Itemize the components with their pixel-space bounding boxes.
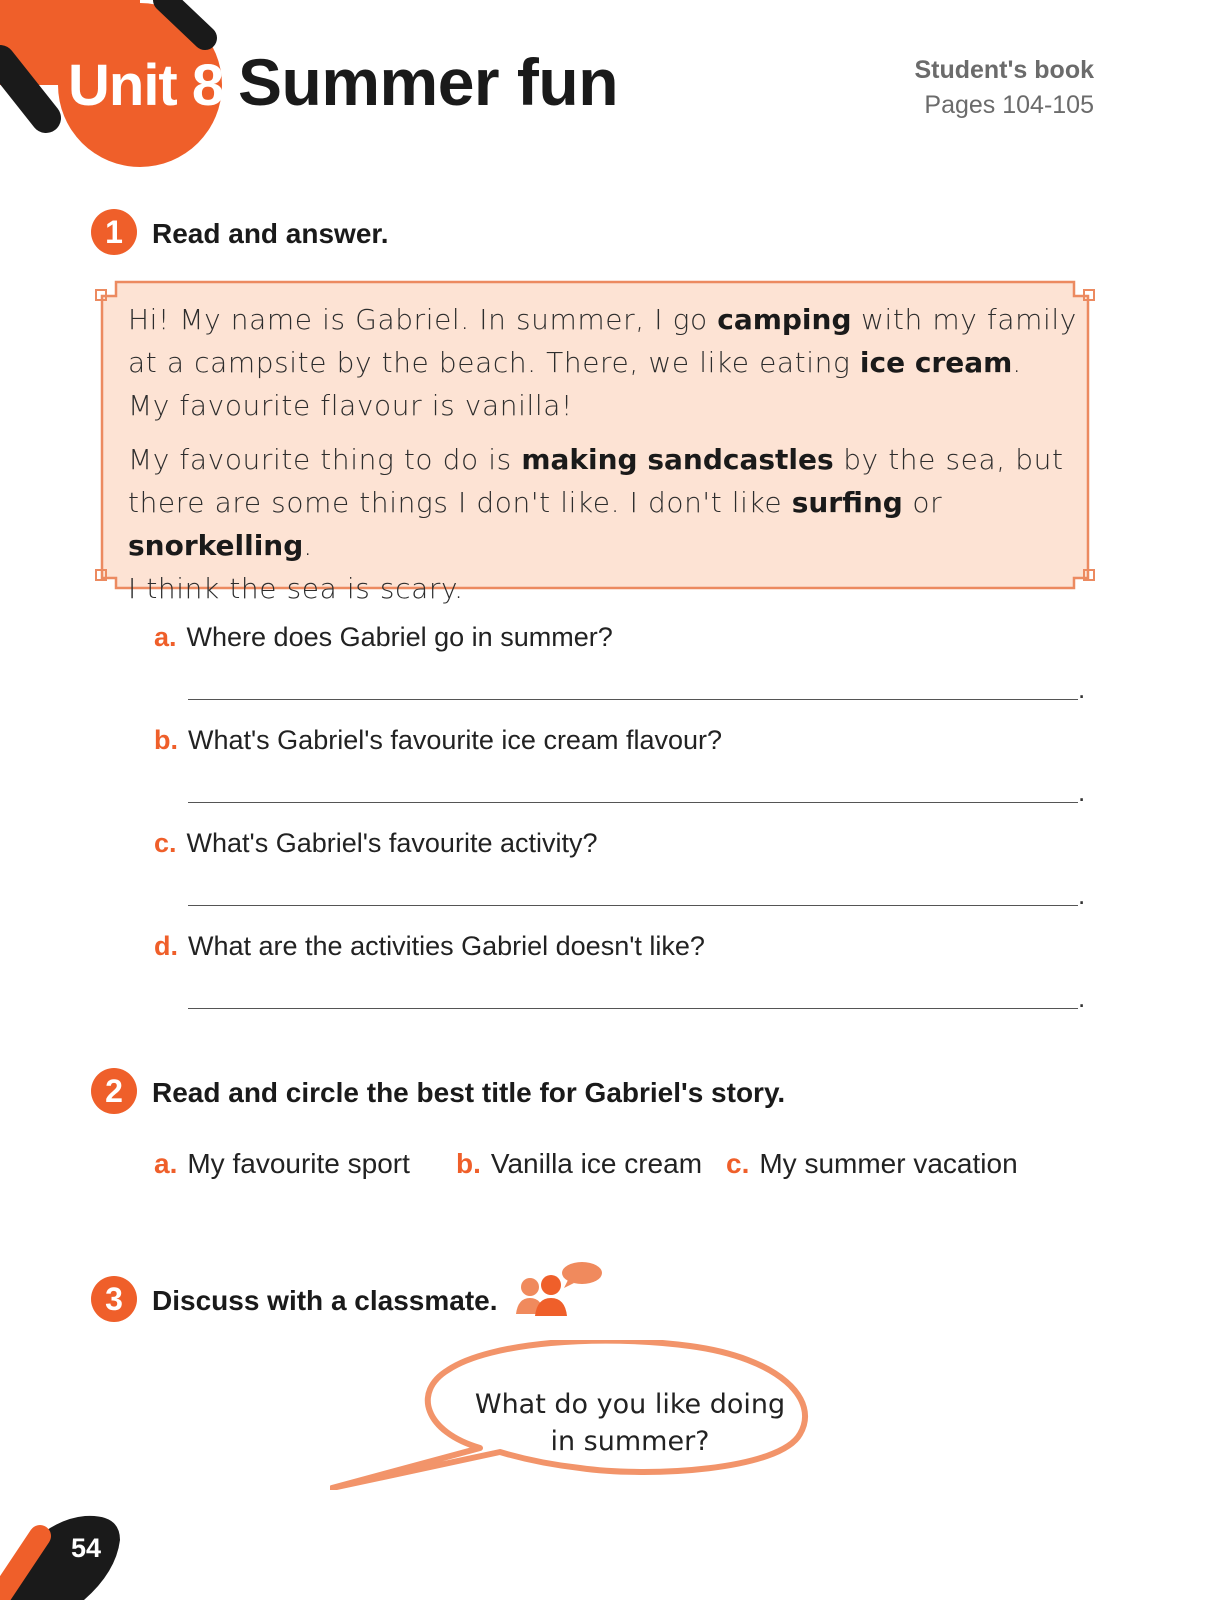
option-b[interactable] [456, 1148, 702, 1180]
question-letter: d. [154, 931, 178, 961]
speech-bubble-line: What do you like doing [474, 1389, 786, 1420]
section-3-title: Discuss with a classmate. [152, 1285, 498, 1316]
question-text: Where does Gabriel go in summer? [186, 622, 613, 652]
unit-label: Unit 8 [68, 53, 224, 118]
story-text-segment: My favourite flavour is vanilla! [128, 389, 573, 422]
answer-period: . [1078, 674, 1086, 704]
story-text-segment: I think the sea is scary. [128, 572, 464, 605]
page-title: Summer fun [238, 45, 619, 119]
option-a[interactable] [154, 1148, 410, 1180]
story-text-segment: with my family at a campsite by the beach. There, we like eating [128, 303, 1077, 379]
section-1-title: Read and answer. [152, 218, 389, 249]
story-text-segment: My favourite thing to do is [128, 443, 522, 476]
question-text: What's Gabriel's favourite ice cream flavour? [188, 725, 723, 755]
story-text-segment: by the sea, but there are some things I don't like. I don't like [128, 443, 1064, 519]
section-2-title: Read and circle the best title for Gabriel's story. [152, 1077, 786, 1108]
story-text-segment: . [1012, 346, 1022, 379]
story-keyword: making sandcastles [521, 443, 834, 476]
section-1-number: 1 [91, 209, 137, 255]
section-3-number: 3 [91, 1276, 137, 1322]
question-letter: c. [154, 828, 177, 858]
option-letter: c. [726, 1148, 750, 1179]
question-c [154, 828, 598, 859]
story-keyword: ice cream [859, 346, 1013, 379]
story-paragraph-1 [128, 298, 1078, 427]
answer-line-d[interactable] [188, 1008, 1078, 1009]
book-pages: Pages 104-105 [924, 91, 1094, 119]
answer-period: . [1078, 777, 1086, 807]
option-c[interactable] [726, 1148, 1018, 1180]
book-reference [914, 56, 1094, 120]
question-text: What's Gabriel's favourite activity? [186, 828, 598, 858]
option-letter: b. [456, 1148, 481, 1179]
answer-line-b[interactable] [188, 802, 1078, 803]
question-a [154, 622, 613, 653]
answer-period: . [1078, 983, 1086, 1013]
page-number: 54 [70, 1533, 102, 1563]
story-paragraph-2 [128, 438, 1078, 610]
answer-line-a[interactable] [188, 699, 1078, 700]
discussion-people-icon [514, 1260, 604, 1318]
story-text-segment: or [902, 486, 943, 519]
question-letter: a. [154, 622, 177, 652]
option-text: My summer vacation [759, 1148, 1018, 1179]
speech-bubble-line: in summer? [550, 1426, 710, 1457]
answer-line-c[interactable] [188, 905, 1078, 906]
question-letter: b. [154, 725, 178, 755]
book-name: Student's book [914, 56, 1094, 84]
speech-bubble-text [470, 1386, 790, 1460]
option-letter: a. [154, 1148, 178, 1179]
option-text: My favourite sport [187, 1148, 410, 1179]
page-corner [0, 1500, 130, 1600]
story-keyword: snorkelling [128, 529, 304, 562]
story-text [128, 298, 1078, 610]
option-text: Vanilla ice cream [490, 1148, 703, 1179]
story-keyword: camping [717, 303, 852, 336]
section-2-number: 2 [91, 1068, 137, 1114]
answer-period: . [1078, 880, 1086, 910]
question-text: What are the activities Gabriel doesn't like? [188, 931, 705, 961]
story-keyword: surfing [791, 486, 903, 519]
story-text-segment: . [303, 529, 313, 562]
question-d [154, 931, 705, 962]
story-text-segment: Hi! My name is Gabriel. In summer, I go [128, 303, 718, 336]
question-b [154, 725, 722, 756]
